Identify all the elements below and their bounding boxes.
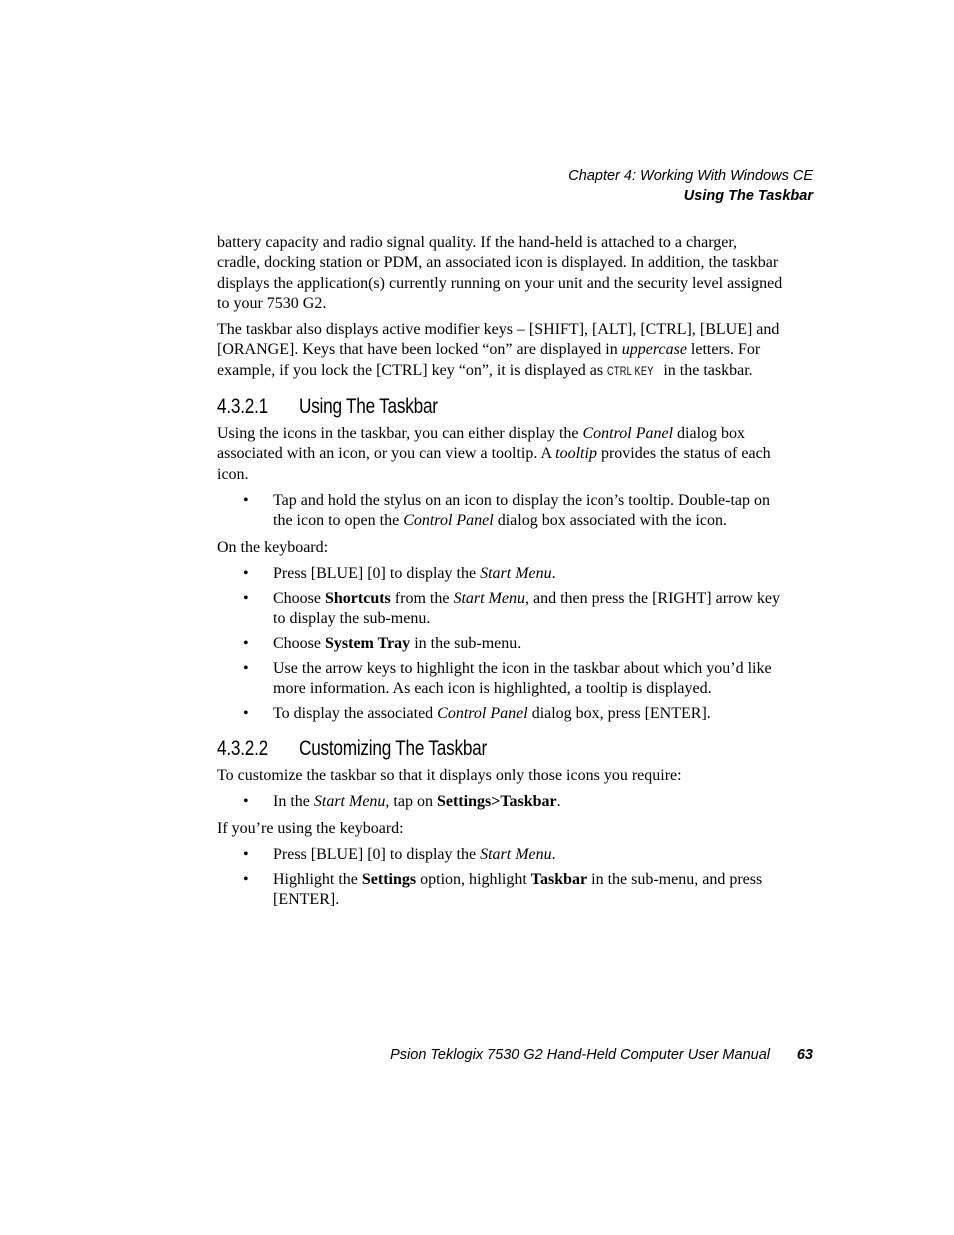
list-item: • Press [BLUE] [0] to display the Start Menu.	[243, 564, 556, 582]
section-1-paragraph: Using the icons in the taskbar, you can either display the Control Panel dialog box associated with an icon, or you can view a tooltip. A tooltip provides the status of each icon.	[217, 425, 771, 483]
list-item: • Press [BLUE] [0] to display the Start Menu.	[243, 845, 556, 863]
stylus-list	[217, 491, 783, 532]
keyboard-label: On the keyboard:	[217, 538, 329, 556]
section-heading-4-3-2-2: 4.3.2.2 Customizing The Taskbar	[217, 736, 488, 760]
section-2-paragraph: To customize the taskbar so that it displays only those icons you require:	[217, 766, 682, 784]
page-number: 63	[796, 1047, 813, 1063]
list-item: • In the Start Menu, tap on Settings>Taskbar.	[243, 793, 561, 811]
list-item: • Choose System Tray in the sub-menu.	[243, 634, 522, 652]
keyboard-steps-list-2	[217, 845, 783, 910]
page-body	[217, 233, 783, 916]
list-item: • Use the arrow keys to highlight the icon in the taskbar about which you’d like more information. As each icon is highlighted, a tooltip is displayed.	[243, 659, 772, 697]
section-heading-4-3-2-1: 4.3.2.1 Using The Taskbar	[217, 395, 438, 419]
manual-title: Psion Teklogix 7530 G2 Hand-Held Computer User Manual	[390, 1047, 770, 1063]
list-item: • Highlight the Settings option, highlight Taskbar in the sub-menu, and press [ENTER].	[243, 870, 763, 908]
section-title: Using The Taskbar	[683, 188, 813, 204]
list-item: • Tap and hold the stylus on an icon to display the icon’s tooltip. Double-tap on the icon to open the Control Panel dialog box associated with the icon.	[243, 491, 771, 530]
intro-paragraph-1: battery capacity and radio signal quality. If the hand-held is attached to a charger, cradle, docking station or PDM, an associated icon is displayed. In addition, the taskbar displays the application(s) currently running on your unit and the security level assigned to your 7530 G2.	[217, 234, 783, 312]
keyboard-label-2: If you’re using the keyboard:	[217, 819, 404, 837]
running-header	[568, 166, 813, 206]
list-item: • To display the associated Control Panel dialog box, press [ENTER].	[243, 704, 711, 722]
ctrl-key-indicator: CTRL KEY	[607, 365, 654, 378]
intro-paragraph-2: The taskbar also displays active modifier keys – [SHIFT], [ALT], [CTRL], [BLUE] and [ORANGE]. Keys that have been locked “on” are displayed in uppercase letters. For example, if you lock the [CTRL] key “on”, it is displayed as CTRL KEY in the taskbar.	[217, 320, 783, 382]
settings-list	[217, 792, 783, 812]
keyboard-steps-list	[217, 564, 783, 724]
chapter-title: Chapter 4: Working With Windows CE	[568, 168, 813, 184]
list-item: • Choose Shortcuts from the Start Menu, and then press the [RIGHT] arrow key to display the sub-menu.	[243, 589, 781, 627]
